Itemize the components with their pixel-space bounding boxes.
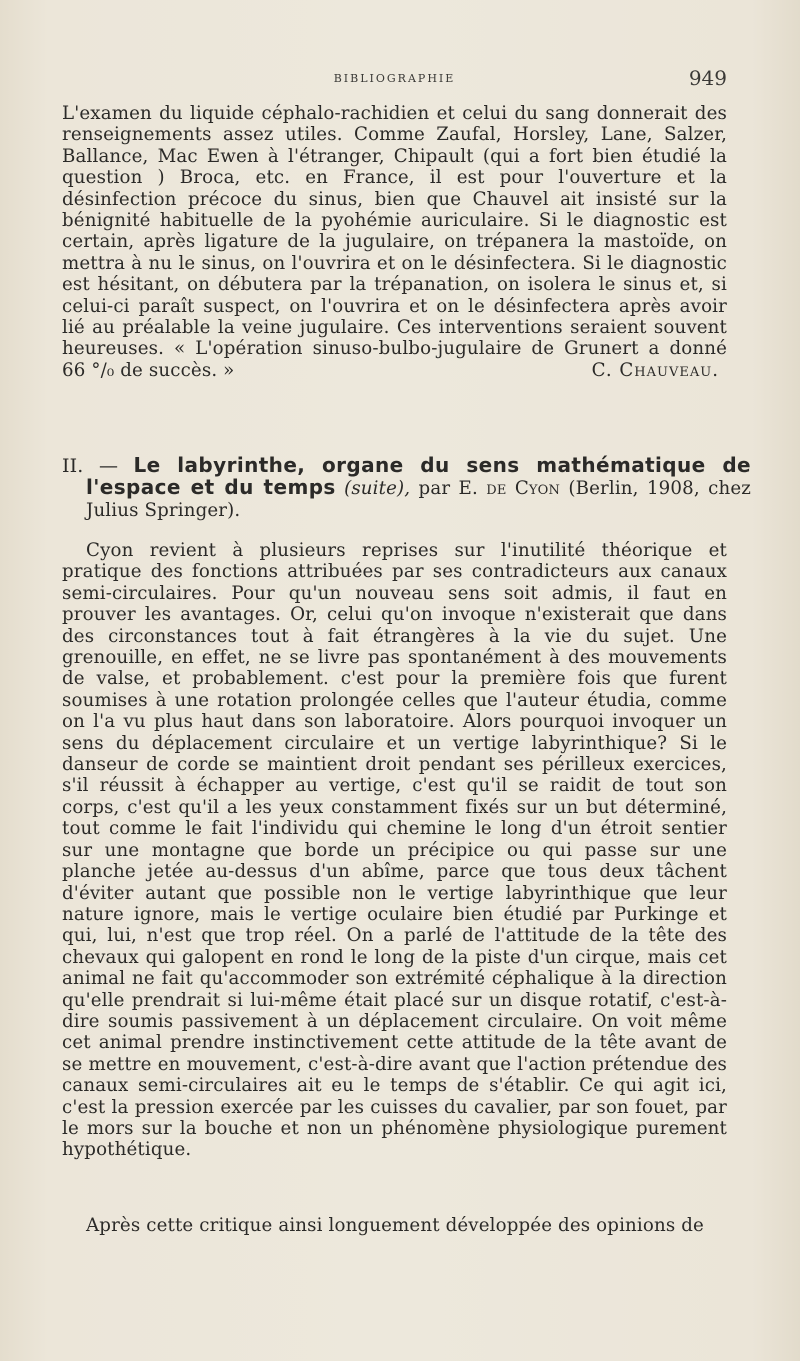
- paragraph-1-text: L'examen du liquide céphalo-rachidien et celui du sang donnerait des renseignements assez utiles. Comme Zaufal, Horsley, Lane, Salzer, Ballance, Mac Ewen à l'étranger, Chipault (qui a fort bien étudié la question ) Broca, etc. en France, il est pour l'ouverture et la désinfection précoce du sinus, bien que Chauvel ait insisté sur la bénignité habituelle de la pyohémie auriculaire. Si le diagnostic est certain, après ligature de la jugulaire, on trépanera la mastoïde, on mettra à nu le sinus, on l'ouvrira et on le désinfectera. Si le diagnostic est hésitant, on débutera par la trépanation, on isolera le sinus et, si celui-ci paraît suspect, on l'ouvrira et on le désinfectera après avoir lié au préalable la veine jugulaire. Ces interventions seraient souvent heureuses. « L'opération sinuso-bulbo-jugulaire de Grunert a donné 66 °/₀ de succès. »: [62, 103, 727, 381]
- section-suite: (suite),: [344, 478, 411, 500]
- running-title: BIBLIOGRAPHIE: [333, 72, 456, 85]
- signature: C. Chauveau.: [591, 359, 719, 381]
- running-header: [62, 64, 727, 94]
- page-number: 949: [688, 66, 727, 90]
- paragraph-2: Cyon revient à plusieurs reprises sur l'inutilité théorique et pratique des fonctions attribuées par ses contradicteurs aux canaux semi-circulaires. Pour qu'un nouveau sens soit admis, il faut en prouver les avantages. Or, celui qu'on invoque n'existerait que dans des circonstances tout à fait étrangères à la vie du sujet. Une grenouille, en effet, ne se livre pas spontanément à des mouvements de valse, et probablement. c'est pour la première fois que furent soumises à une rotation prolongée celles que l'auteur étudia, comme on l'a vu plus haut dans son laboratoire. Alors pourquoi invoquer un sens du déplacement circulaire et un vertige labyrinthique? Si le danseur de corde se maintient droit pendant ses périlleux exercices, s'il réussit à échapper au vertige, c'est qu'il se raidit de tout son corps, c'est qu'il a les yeux constamment fixés sur un but déterminé, tout comme le fait l'individu qui chemine le long d'un étroit sentier sur une montagne que borde un précipice ou qui passe sur une planche jetée au-dessus d'un abîme, parce que tous deux tâchent d'éviter autant que possible non le vertige labyrinthique que leur nature ignore, mais le vertige oculaire bien étudié par Purkinge et qui, lui, n'est que trop réel. On a parlé de l'attitude de la tête des chevaux qui galopent en rond le long de la piste d'un cirque, mais cet animal ne fait qu'accommoder son extrémité céphalique à la direction qu'elle prendrait si lui-même était placé sur un disque rotatif, c'est-à-dire soumis passivement à un déplacement circulaire. On voit même cet animal prendre instinctivement cette attitude de la tête avant de se mettre en mouvement, c'est-à-dire avant que l'action prétendue des canaux semi-circulaires ait eu le temps de s'établir. Ce qui agit ici, c'est la pression exercée par les cuisses du cavalier, par son fouet, par le mors sur la bouche et non un phénomène physiologique purement hypothétique.: [62, 540, 727, 1161]
- section-number: II. —: [62, 455, 119, 477]
- author-prefix: par E.: [418, 478, 478, 500]
- publisher: (Berlin, 1908, chez Julius Springer).: [86, 478, 751, 521]
- paragraph-3: Après cette critique ainsi longuement développée des opinions de: [86, 1215, 704, 1236]
- section-heading: [62, 455, 751, 521]
- author-particle: de: [486, 478, 507, 500]
- author-name: Cyon: [514, 478, 560, 500]
- section-title: Le labyrinthe, organe du sens mathématique de l'espace et du temps: [86, 453, 752, 500]
- paragraph-1: [62, 103, 727, 381]
